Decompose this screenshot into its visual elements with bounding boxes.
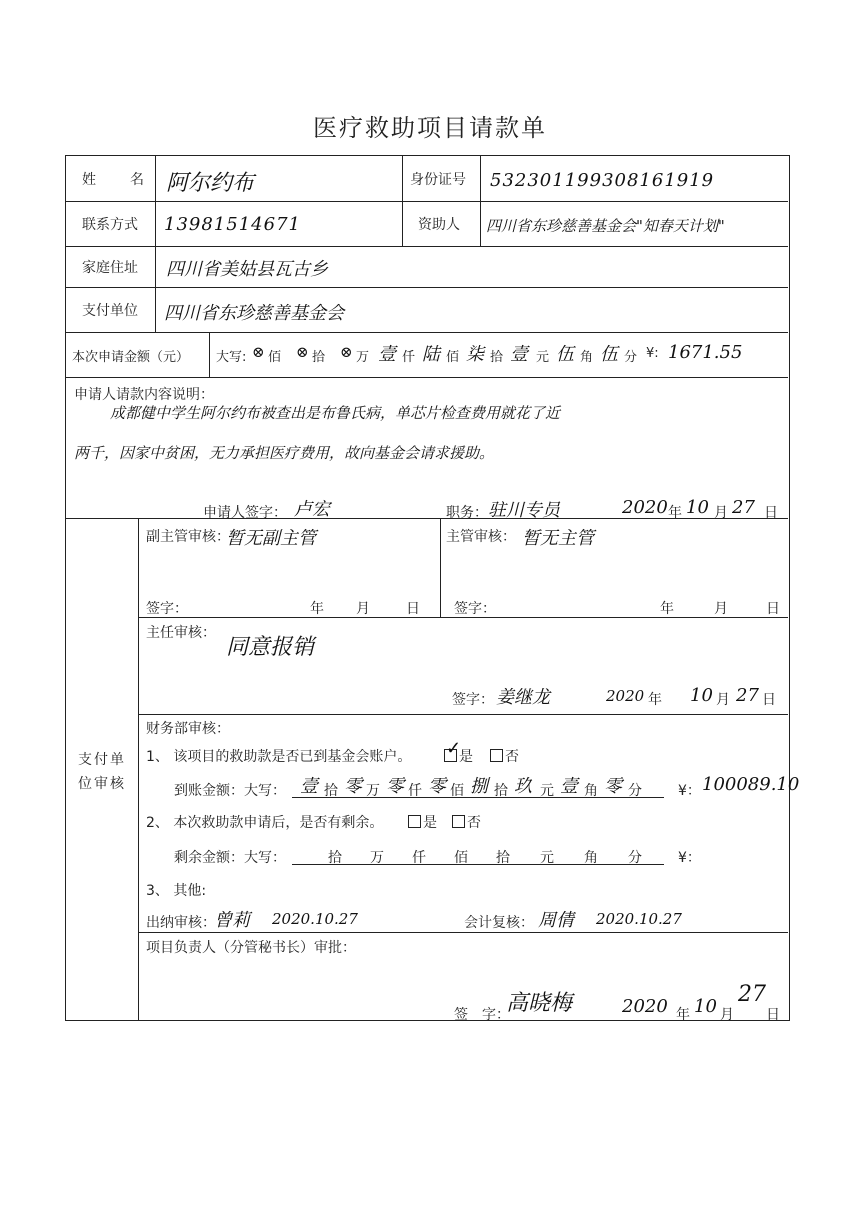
audit-side-label: 支付单位审核 xyxy=(78,752,126,792)
arrive-hw-6: 壹 xyxy=(560,776,578,797)
arrive-hw-3: 零 xyxy=(428,776,446,797)
leader-sign-value: 高晓梅 xyxy=(506,991,573,1016)
arrive-unit-6: 角 xyxy=(584,783,598,799)
col-divider xyxy=(480,156,481,246)
leader-ri: 日 xyxy=(766,1007,780,1023)
amount-hw-shi-v: 柒 xyxy=(466,344,484,365)
form-title: 医疗救助项目请款单 xyxy=(313,114,547,142)
remain-unit-3: 佰 xyxy=(454,850,468,866)
sponsor-value: 四川省东珍慈善基金会"知春天计划" xyxy=(486,217,725,235)
row-divider xyxy=(66,246,788,247)
col-divider xyxy=(209,332,210,377)
finance-q2-no-label: 否 xyxy=(467,815,481,831)
leader-month: 10 xyxy=(694,996,717,1017)
remain-unit-6: 角 xyxy=(584,850,598,866)
arrive-unit-0: 拾 xyxy=(324,783,338,799)
date-ri: 日 xyxy=(764,505,778,521)
vice-sign-label: 签字： xyxy=(146,601,188,617)
vice-yue: 月 xyxy=(356,601,370,617)
finance-q1-yes-label: 是 xyxy=(459,749,473,765)
main-nian: 年 xyxy=(660,601,674,617)
remain-yen-label: ¥： xyxy=(678,850,701,866)
account-date: 2020.10.27 xyxy=(596,910,682,928)
amount-hw-wan: ⊗ xyxy=(340,343,353,361)
date-nian: 年 xyxy=(668,505,682,521)
payer-value: 四川省东珍慈善基金会 xyxy=(164,303,344,324)
director-nian: 年 xyxy=(648,692,662,708)
request-form xyxy=(65,155,800,1023)
director-ri: 日 xyxy=(762,692,776,708)
leader-day: 27 xyxy=(738,982,766,1007)
director-month: 10 xyxy=(690,685,713,706)
name-label: 姓 名 xyxy=(82,172,146,188)
amount-hw-bai-v: 陆 xyxy=(422,344,440,365)
amount-unit-jiao: 角 xyxy=(580,350,594,365)
leader-year: 2020 xyxy=(622,996,668,1017)
finance-q1: 1、 该项目的救助款是否已到基金会账户。 xyxy=(146,749,412,765)
director-day: 27 xyxy=(736,685,759,706)
amount-hw-jiao: 伍 xyxy=(556,344,574,365)
cashier-date: 2020.10.27 xyxy=(272,910,358,928)
col-divider xyxy=(440,518,441,617)
director-audit-value: 同意报销 xyxy=(226,635,315,660)
finance-q2: 2、 本次救助款申请后，是否有剩余。 xyxy=(146,815,384,831)
remain-underline xyxy=(292,864,664,865)
leader-label: 项目负责人（分管秘书长）审批： xyxy=(146,940,356,956)
sponsor-label: 资助人 xyxy=(418,217,460,233)
contact-label: 联系方式 xyxy=(82,217,138,233)
arrive-hw-7: 零 xyxy=(604,776,622,797)
applicant-date-day: 27 xyxy=(732,497,755,518)
amount-yen-label: ¥: xyxy=(646,346,659,361)
arrive-hw-5: 玖 xyxy=(514,776,532,797)
col-divider xyxy=(138,518,139,1020)
applicant-sign-label: 申请人签字： xyxy=(203,505,287,521)
arrive-hw-2: 零 xyxy=(386,776,404,797)
amount-unit-wan: 万 xyxy=(356,350,370,365)
amount-hw-fen: 伍 xyxy=(600,344,618,365)
post-label: 职务： xyxy=(446,505,488,521)
cashier-label: 出纳审核： xyxy=(146,915,216,931)
director-sign-value: 姜继龙 xyxy=(496,687,550,708)
arrive-yen-value: 100089.10 xyxy=(702,774,800,795)
explain-line-1: 成都健中学生阿尔约布被查出是布鲁氏病，单芯片检查费用就花了近 xyxy=(110,404,561,422)
applicant-sign-value: 卢宏 xyxy=(294,499,330,520)
amount-unit-qian: 仟 xyxy=(402,350,416,365)
finance-q2-yes xyxy=(408,812,437,832)
checkbox-no-2[interactable] xyxy=(452,815,465,828)
account-label: 会计复核： xyxy=(464,915,534,931)
leader-sign-label: 签 字： xyxy=(454,1007,510,1023)
remain-unit-5: 元 xyxy=(540,850,554,866)
main-ri: 日 xyxy=(766,601,780,617)
contact-value: 13981514671 xyxy=(164,214,301,235)
row-divider xyxy=(138,932,788,933)
remain-unit-4: 拾 xyxy=(496,850,510,866)
director-audit-label: 主任审核： xyxy=(146,625,216,641)
remain-unit-2: 仟 xyxy=(412,850,426,866)
checkbox-no[interactable] xyxy=(490,749,503,762)
arrive-unit-1: 万 xyxy=(366,783,380,799)
amount-unit-fen: 分 xyxy=(624,350,638,365)
remain-label: 剩余金额：大写： xyxy=(174,850,286,866)
director-year: 2020 xyxy=(606,687,645,705)
row-divider xyxy=(66,287,788,288)
check-mark-icon: ✓ xyxy=(446,738,462,759)
applicant-date-year: 2020 xyxy=(622,497,668,518)
arrive-unit-5: 元 xyxy=(540,783,554,799)
account-value: 周倩 xyxy=(538,910,574,931)
arrive-label: 到账金额：大写： xyxy=(174,783,286,799)
col-divider xyxy=(402,156,403,246)
amount-unit-shi: 拾 xyxy=(312,350,326,365)
arrive-unit-3: 佰 xyxy=(450,783,464,799)
row-divider xyxy=(138,714,788,715)
arrive-hw-4: 捌 xyxy=(470,776,488,797)
arrive-unit-7: 分 xyxy=(628,783,642,799)
address-label: 家庭住址 xyxy=(82,260,138,276)
amount-label: 本次申请金额（元） xyxy=(72,350,190,365)
cashier-value: 曾莉 xyxy=(214,910,250,931)
arrive-hw-1: 零 xyxy=(344,776,362,797)
applicant-date-month: 10 xyxy=(686,497,709,518)
amount-yen-value: 1671.55 xyxy=(668,342,743,363)
amount-hw-bai: ⊗ xyxy=(252,343,265,361)
vice-ri: 日 xyxy=(406,601,420,617)
col-divider xyxy=(155,156,156,332)
checkbox-yes-2[interactable] xyxy=(408,815,421,828)
arrive-unit-2: 仟 xyxy=(408,783,422,799)
vice-audit-label: 副主管审核： xyxy=(146,529,230,545)
explain-line-2: 两千，因家中贫困，无力承担医疗费用，故向基金会请求援助。 xyxy=(74,444,495,462)
remain-unit-0: 拾 xyxy=(328,850,342,866)
amount-unit-bai2: 佰 xyxy=(446,350,460,365)
amount-hw-shi: ⊗ xyxy=(296,343,309,361)
finance-q2-yes-label: 是 xyxy=(423,815,437,831)
row-divider xyxy=(66,332,788,333)
date-yue: 月 xyxy=(714,505,728,521)
address-value: 四川省美姑县瓦古乡 xyxy=(166,259,328,280)
name-value: 阿尔约布 xyxy=(166,171,255,196)
amount-daxie-label: 大写: xyxy=(216,350,247,365)
main-sign-label: 签字： xyxy=(454,601,496,617)
arrive-hw-0: 壹 xyxy=(300,776,318,797)
main-yue: 月 xyxy=(714,601,728,617)
vice-nian: 年 xyxy=(310,601,324,617)
payer-label: 支付单位 xyxy=(82,303,138,319)
leader-nian: 年 xyxy=(676,1007,690,1023)
main-audit-value: 暂无主管 xyxy=(522,528,594,549)
remain-unit-1: 万 xyxy=(370,850,384,866)
director-sign-label: 签字： xyxy=(452,692,494,708)
id-label: 身份证号 xyxy=(410,172,466,188)
remain-unit-7: 分 xyxy=(628,850,642,866)
vice-audit-value: 暂无副主管 xyxy=(226,528,316,549)
row-divider xyxy=(66,201,788,202)
finance-audit-label: 财务部审核： xyxy=(146,721,230,737)
amount-hw-yuan: 壹 xyxy=(510,344,528,365)
finance-q1-no-label: 否 xyxy=(505,749,519,765)
row-divider xyxy=(66,377,788,378)
post-value: 驻川专员 xyxy=(488,500,560,521)
director-yue: 月 xyxy=(716,692,730,708)
arrive-yen-label: ¥： xyxy=(678,783,701,799)
main-audit-label: 主管审核： xyxy=(446,529,516,545)
leader-yue: 月 xyxy=(720,1007,734,1023)
amount-unit-shi2: 拾 xyxy=(490,350,504,365)
finance-q1-no xyxy=(490,746,519,766)
explain-label: 申请人请款内容说明： xyxy=(74,387,214,403)
arrive-unit-4: 拾 xyxy=(494,783,508,799)
amount-unit-yuan: 元 xyxy=(536,350,550,365)
finance-q3: 3、 其他: xyxy=(146,883,207,899)
id-value: 532301199308161919 xyxy=(490,170,715,191)
amount-unit-bai: 佰 xyxy=(268,350,282,365)
amount-hw-qian: 壹 xyxy=(378,344,396,365)
finance-q2-no xyxy=(452,812,481,832)
